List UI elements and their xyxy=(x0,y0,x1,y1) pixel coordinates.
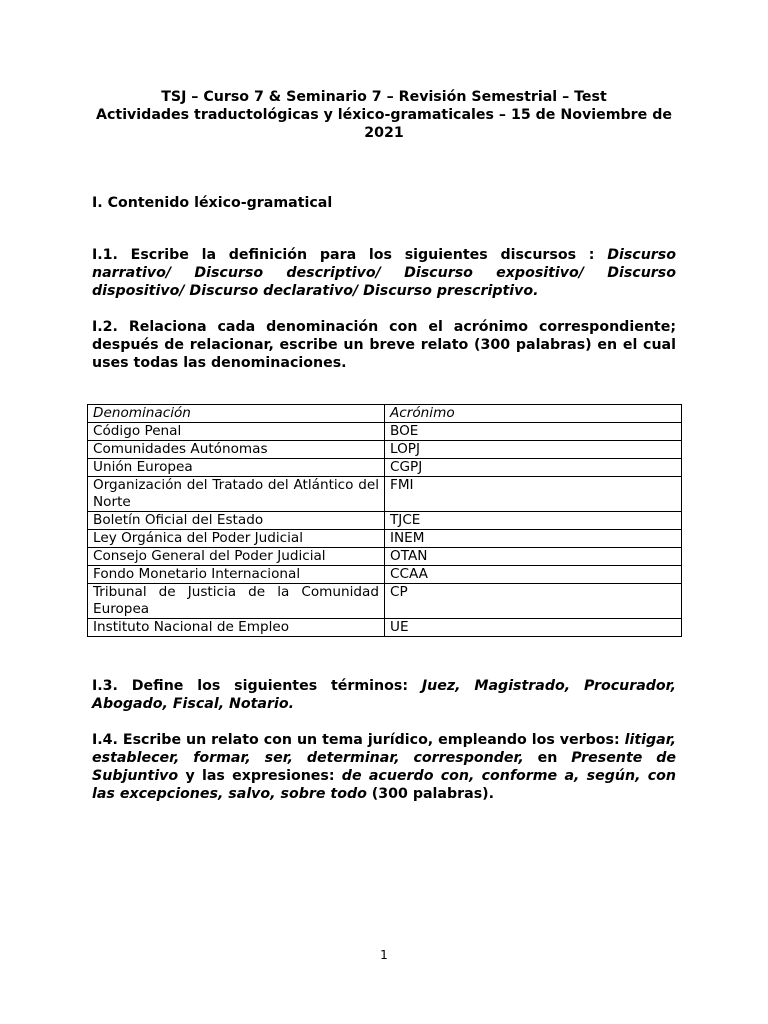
page-number: 1 xyxy=(380,948,388,962)
header-acronimo: Acrónimo xyxy=(385,405,682,423)
table-row xyxy=(88,619,682,637)
acronimo-cell: BOE xyxy=(385,423,682,441)
acronym-table xyxy=(87,404,682,637)
acronimo-cell: FMI xyxy=(385,477,682,512)
acronimo-cell: TJCE xyxy=(385,512,682,530)
item-i1 xyxy=(92,246,676,300)
table-row xyxy=(88,584,682,619)
table-row xyxy=(88,548,682,566)
denominacion-cell: Tribunal de Justicia de la Comunidad Europea xyxy=(88,584,385,619)
denominacion-cell: Unión Europea xyxy=(88,459,385,477)
table-row xyxy=(88,566,682,584)
table-row xyxy=(88,530,682,548)
table-row xyxy=(88,441,682,459)
denominacion-cell: Código Penal xyxy=(88,423,385,441)
item-i4-verbs: litigar, establecer, formar, ser, determinar, corresponder, xyxy=(92,732,676,766)
table-row xyxy=(88,512,682,530)
denominacion-cell: Instituto Nacional de Empleo xyxy=(88,619,385,637)
item-i4-expressions: de acuerdo con, conforme a, según, con las excepciones, salvo, sobre todo xyxy=(92,768,676,802)
acronimo-cell: OTAN xyxy=(385,548,682,566)
acronimo-cell: CP xyxy=(385,584,682,619)
acronimo-cell: INEM xyxy=(385,530,682,548)
acronimo-cell: LOPJ xyxy=(385,441,682,459)
item-i3 xyxy=(92,677,676,713)
acronimo-cell: CCAA xyxy=(385,566,682,584)
denominacion-cell: Organización del Tratado del Atlántico del Norte xyxy=(88,477,385,512)
item-i4 xyxy=(92,731,676,803)
denominacion-cell: Consejo General del Poder Judicial xyxy=(88,548,385,566)
table-row xyxy=(88,423,682,441)
denominacion-cell: Boletín Oficial del Estado xyxy=(88,512,385,530)
table-row xyxy=(88,477,682,512)
acronimo-cell: UE xyxy=(385,619,682,637)
section-heading: I. Contenido léxico-gramatical xyxy=(92,195,333,211)
item-i4-part3: en xyxy=(523,750,572,766)
item-i1-discursos: Discurso narrativo/ Discurso descriptivo/ Discurso expositivo/ Discurso dispositivo/ Discurso declarativo/ Discurso prescriptivo. xyxy=(92,247,676,299)
table-header-row xyxy=(88,405,682,423)
item-i3-terms: Juez, Magistrado, Procurador, Abogado, Fiscal, Notario. xyxy=(92,678,676,712)
title-line-2: Actividades traductológicas y léxico-gramaticales – 15 de Noviembre de 2021 xyxy=(96,107,672,141)
item-i4-part5: y las expresiones: xyxy=(178,768,342,784)
item-i4-part7: (300 palabras). xyxy=(366,786,495,802)
item-i1-prefix: I.1. Escribe la definición para los siguientes discursos : xyxy=(92,247,608,263)
denominacion-cell: Fondo Monetario Internacional xyxy=(88,566,385,584)
item-i3-prefix: I.3. Define los siguientes términos: xyxy=(92,678,422,694)
acronimo-cell: CGPJ xyxy=(385,459,682,477)
document-title xyxy=(92,88,676,142)
denominacion-cell: Comunidades Autónomas xyxy=(88,441,385,459)
header-denominacion: Denominación xyxy=(88,405,385,423)
item-i4-tense: Presente de Subjuntivo xyxy=(92,750,676,784)
denominacion-cell: Ley Orgánica del Poder Judicial xyxy=(88,530,385,548)
item-i2: I.2. Relaciona cada denominación con el acrónimo correspondiente; después de relacionar, escribe un breve relato (300 palabras) en el cual uses todas las denominaciones. xyxy=(92,319,676,371)
title-line-1: TSJ – Curso 7 & Seminario 7 – Revisión Semestrial – Test xyxy=(161,89,607,105)
item-i4-part1: I.4. Escribe un relato con un tema jurídico, empleando los verbos: xyxy=(92,732,625,748)
table-row xyxy=(88,459,682,477)
